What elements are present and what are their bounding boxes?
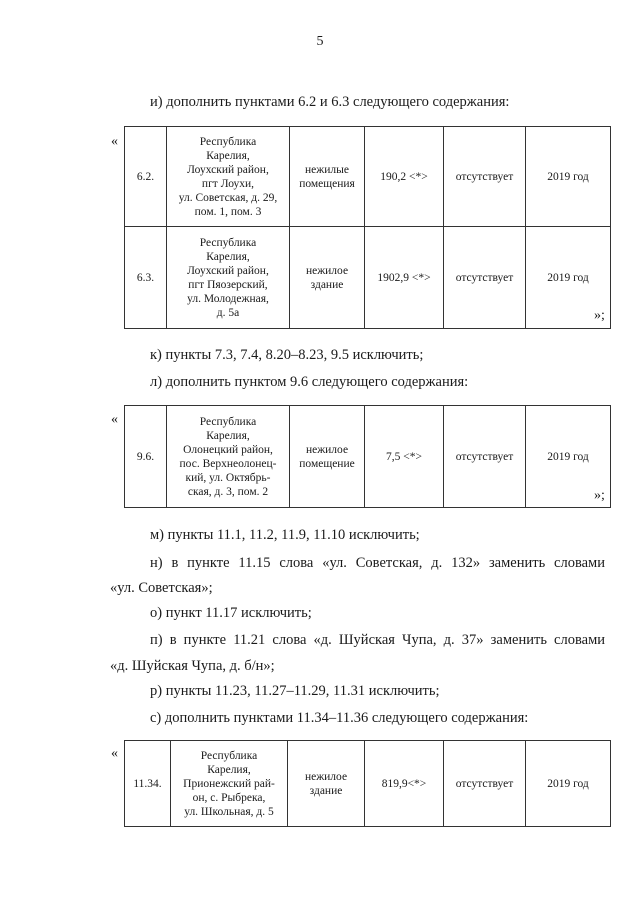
address-cell: Республика Карелия, Олонецкий район, пос. Верхнеолонец- кий, ул. Октябрь- ская, д. 3, пом. 2 xyxy=(167,406,290,508)
area-cell: 7,5 <*> xyxy=(365,406,444,508)
row-number: 6.2. xyxy=(125,127,167,227)
status-cell: отсутствует xyxy=(444,127,526,227)
paragraph-m: м) пункты 11.1, 11.2, 11.9, 11.10 исключить; xyxy=(150,527,420,543)
address-cell: Республика Карелия, Лоухский район, пгт Лоухи, ул. Советская, д. 29, пом. 1, пом. 3 xyxy=(167,127,290,227)
paragraph-s: с) дополнить пунктами 11.34–11.36 следующего содержания: xyxy=(150,710,529,726)
paragraph-n-line2: «ул. Советская»; xyxy=(110,580,213,596)
quote-close: »; xyxy=(594,488,605,503)
address-cell: Республика Карелия, Прионежский рай- он, с. Рыбрека, ул. Школьная, д. 5 xyxy=(171,741,288,827)
paragraph-o: о) пункт 11.17 исключить; xyxy=(150,605,312,621)
status-cell: отсутствует xyxy=(444,741,526,827)
object-type-cell: нежилое помещение xyxy=(290,406,365,508)
year-cell: 2019 год xyxy=(526,741,611,827)
year-cell: 2019 год xyxy=(526,406,611,508)
area-cell: 190,2 <*> xyxy=(365,127,444,227)
object-type-cell: нежилые помещения xyxy=(290,127,365,227)
object-type-cell: нежилое здание xyxy=(288,741,365,827)
quote-close: »; xyxy=(594,308,605,323)
quote-open: « xyxy=(111,412,118,427)
year-cell: 2019 год xyxy=(526,227,611,329)
status-cell: отсутствует xyxy=(444,406,526,508)
paragraph-l: л) дополнить пунктом 9.6 следующего содержания: xyxy=(150,374,469,390)
area-cell: 819,9<*> xyxy=(365,741,444,827)
paragraph-r: р) пункты 11.23, 11.27–11.29, 11.31 исключить; xyxy=(150,683,440,699)
amendment-table-1 xyxy=(124,126,611,329)
year-cell: 2019 год xyxy=(526,127,611,227)
paragraph-p-line2: «д. Шуйская Чупа, д. б/н»; xyxy=(110,658,275,674)
paragraph-i: и) дополнить пунктами 6.2 и 6.3 следующего содержания: xyxy=(150,94,510,110)
table-row xyxy=(125,127,611,227)
quote-open: « xyxy=(111,746,118,761)
area-cell: 1902,9 <*> xyxy=(365,227,444,329)
status-cell: отсутствует xyxy=(444,227,526,329)
paragraph-k: к) пункты 7.3, 7.4, 8.20–8.23, 9.5 исключить; xyxy=(150,347,424,363)
address-cell: Республика Карелия, Лоухский район, пгт Пяозерский, ул. Молодежная, д. 5а xyxy=(167,227,290,329)
amendment-table-3 xyxy=(124,740,611,827)
row-number: 9.6. xyxy=(125,406,167,508)
table-row xyxy=(125,406,611,508)
quote-open: « xyxy=(111,134,118,149)
object-type-cell: нежилое здание xyxy=(290,227,365,329)
table-row xyxy=(125,741,611,827)
row-number: 11.34. xyxy=(125,741,171,827)
row-number: 6.3. xyxy=(125,227,167,329)
paragraph-n-line1: н) в пункте 11.15 слова «ул. Советская, д. 132» заменить словами xyxy=(150,555,605,571)
paragraph-p-line1: п) в пункте 11.21 слова «д. Шуйская Чупа, д. 37» заменить словами xyxy=(150,632,605,648)
table-row xyxy=(125,227,611,329)
page-number: 5 xyxy=(316,34,324,49)
amendment-table-2 xyxy=(124,405,611,508)
